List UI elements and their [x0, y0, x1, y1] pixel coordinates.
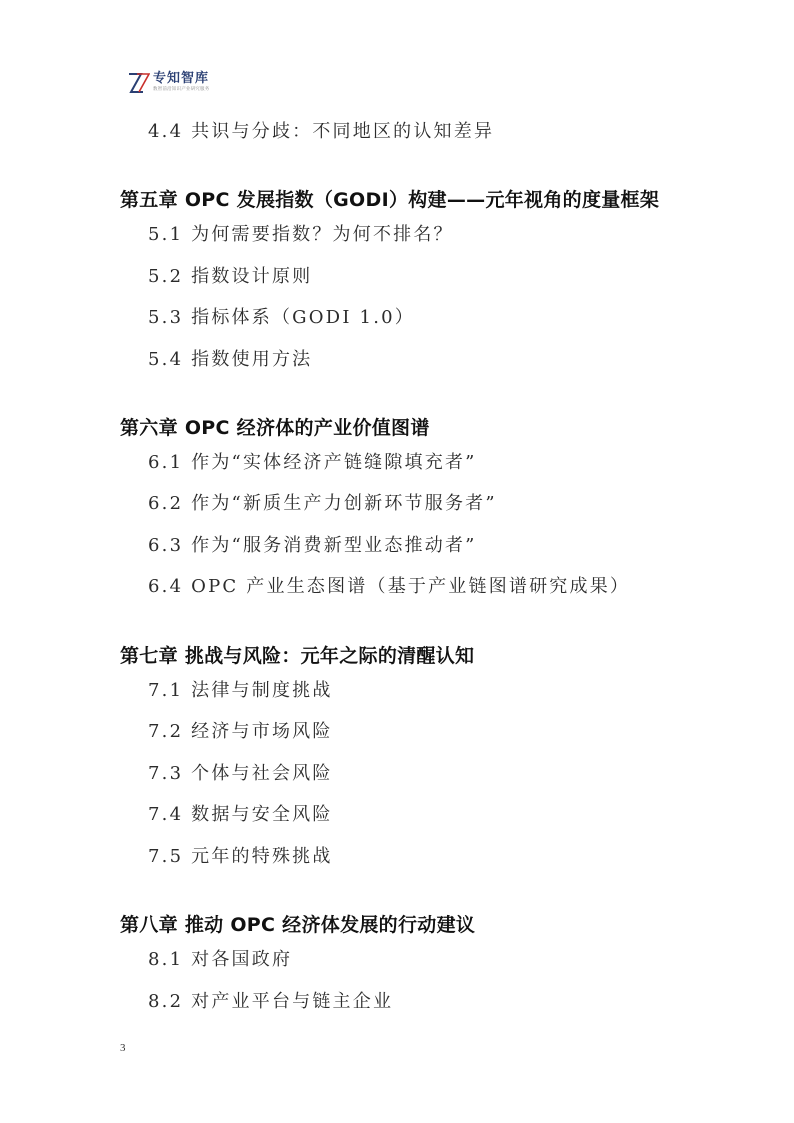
toc-item-7-3: 7.3 个体与社会风险: [148, 763, 333, 784]
toc-item-5-4: 5.4 指数使用方法: [148, 349, 313, 370]
zhuanzhi-logo-icon: [128, 72, 150, 94]
logo: [128, 72, 209, 94]
toc-chapter-5: 第五章 OPC 发展指数（GODI）构建——元年视角的度量框架: [120, 189, 660, 211]
toc-item-8-2: 8.2 对产业平台与链主企业: [148, 991, 394, 1012]
toc-item-7-5: 7.5 元年的特殊挑战: [148, 846, 333, 867]
toc-item-6-3: 6.3 作为“服务消费新型业态推动者”: [148, 535, 477, 556]
toc-item-8-1: 8.1 对各国政府: [148, 949, 293, 970]
toc-item-4-4: 4.4 共识与分歧：不同地区的认知差异: [148, 121, 495, 142]
toc-item-6-4: 6.4 OPC 产业生态图谱（基于产业链图谱研究成果）: [148, 576, 631, 597]
logo-title: 专知智库: [153, 71, 210, 86]
logo-subtitle: 数智前沿知识产业研究服务: [153, 87, 210, 92]
toc-item-7-1: 7.1 法律与制度挑战: [148, 680, 333, 701]
toc-item-5-3: 5.3 指标体系（GODI 1.0）: [148, 307, 415, 328]
toc-item-6-1: 6.1 作为“实体经济产链缝隙填充者”: [148, 452, 477, 473]
toc-item-5-1: 5.1 为何需要指数？为何不排名？: [148, 224, 454, 245]
toc-item-7-2: 7.2 经济与市场风险: [148, 721, 333, 742]
toc-item-6-2: 6.2 作为“新质生产力创新环节服务者”: [148, 493, 497, 514]
toc-chapter-8: 第八章 推动 OPC 经济体发展的行动建议: [120, 914, 476, 936]
page-number: 3: [120, 1042, 126, 1054]
toc-item-5-2: 5.2 指数设计原则: [148, 266, 313, 287]
toc-chapter-7: 第七章 挑战与风险：元年之际的清醒认知: [120, 645, 475, 667]
toc-chapter-6: 第六章 OPC 经济体的产业价值图谱: [120, 417, 430, 439]
toc-item-7-4: 7.4 数据与安全风险: [148, 804, 333, 825]
